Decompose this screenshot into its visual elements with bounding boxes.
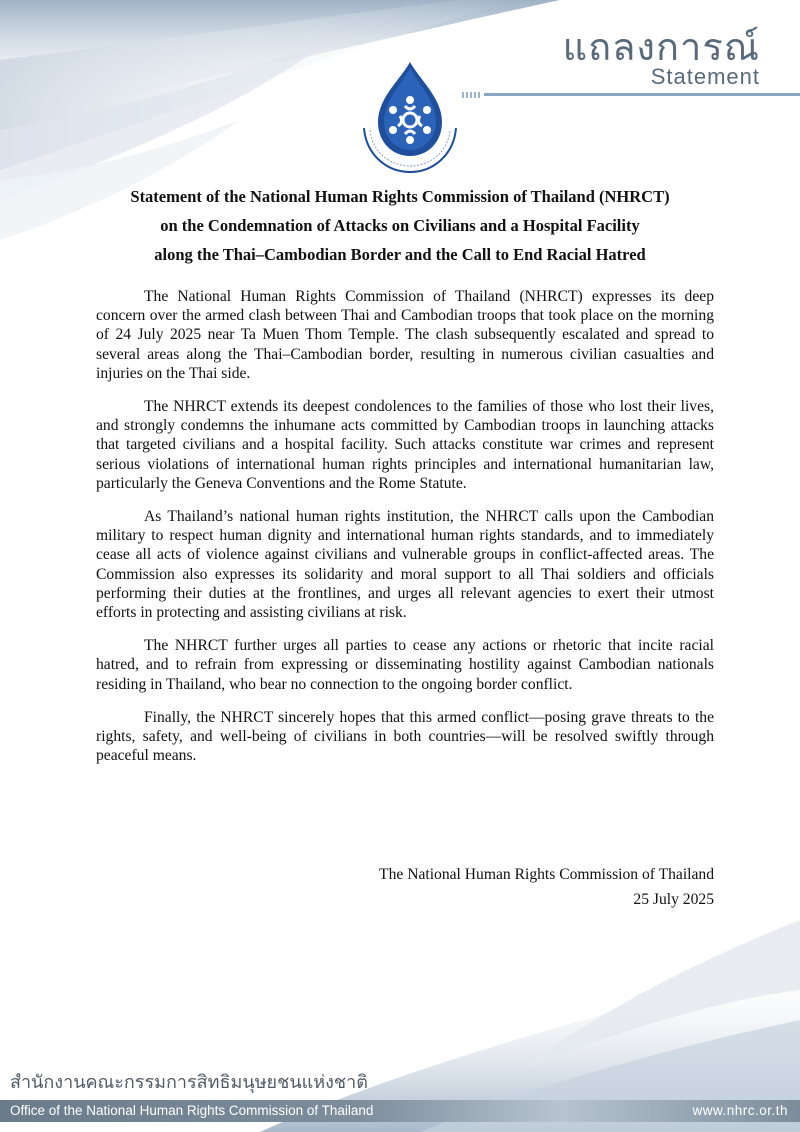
header-divider-line <box>484 93 800 96</box>
signature-block <box>379 862 714 912</box>
footer-thai-office: สำนักงานคณะกรรมการสิทธิมนุษยชนแห่งชาติ <box>10 1072 368 1093</box>
header-thai-title: แถลงการณ์ <box>562 25 760 69</box>
header-divider <box>462 92 800 98</box>
title-line-3: along the Thai–Cambodian Border and the Call to End Racial Hatred <box>154 245 646 264</box>
paragraph: The NHRCT extends its deepest condolences to the families of those who lost their lives, and strongly condemns the inhumane acts committed by Cambodian troops in launching attacks that targeted civilians and a hospital facility. Such attacks constitute war crimes and represent serious violations of international human rights principles and international humanitarian law, particularly the Geneva Conventions and the Rome Statute. <box>96 398 714 492</box>
footer-english-office: Office of the National Human Rights Commission of Thailand <box>10 1103 374 1118</box>
paragraph: The NHRCT further urges all parties to cease any actions or rhetoric that incite racial hatred, and to refrain from expressing or disseminating hostility against Cambodian nationals residing in Thailand, who bear no connection to the ongoing border conflict. <box>96 637 714 693</box>
title-line-2: on the Condemnation of Attacks on Civilians and a Hospital Facility <box>160 216 640 235</box>
paragraph: The National Human Rights Commission of Thailand (NHRCT) expresses its deep concern over the armed clash between Thai and Cambodian troops that took place on the morning of 24 July 2025 near Ta Muen Thom Temple. The clash subsequently escalated and spread to several areas along the Thai–Cambodian border, resulting in numerous civilian casualties and injuries on the Thai side. <box>96 288 714 382</box>
footer-website-link[interactable]: www.nhrc.or.th <box>692 1103 788 1118</box>
statement-body <box>96 287 714 779</box>
signature-organization: The National Human Rights Commission of Thailand <box>379 866 714 883</box>
title-line-1: Statement of the National Human Rights Commission of Thailand (NHRCT) <box>130 187 670 206</box>
nhrct-emblem-icon <box>350 58 470 176</box>
paragraph: As Thailand’s national human rights institution, the NHRCT calls upon the Cambodian military to respect human dignity and international human rights standards, and to immediately cease all acts of violence against civilians and vulnerable groups in conflict-affected areas. The Commission also expresses its solidarity and moral support to all Thai soldiers and officials performing their duties at the frontlines, and urges all relevant agencies to exert their utmost efforts in protecting and assisting civilians at risk. <box>96 508 714 622</box>
header-english-title: Statement <box>650 64 760 89</box>
paragraph: Finally, the NHRCT sincerely hopes that this armed conflict—posing grave threats to the rights, safety, and well-being of civilians in both countries—will be resolved swiftly through peaceful means. <box>96 708 714 765</box>
statement-title <box>80 182 720 269</box>
signature-date: 25 July 2025 <box>633 891 714 908</box>
